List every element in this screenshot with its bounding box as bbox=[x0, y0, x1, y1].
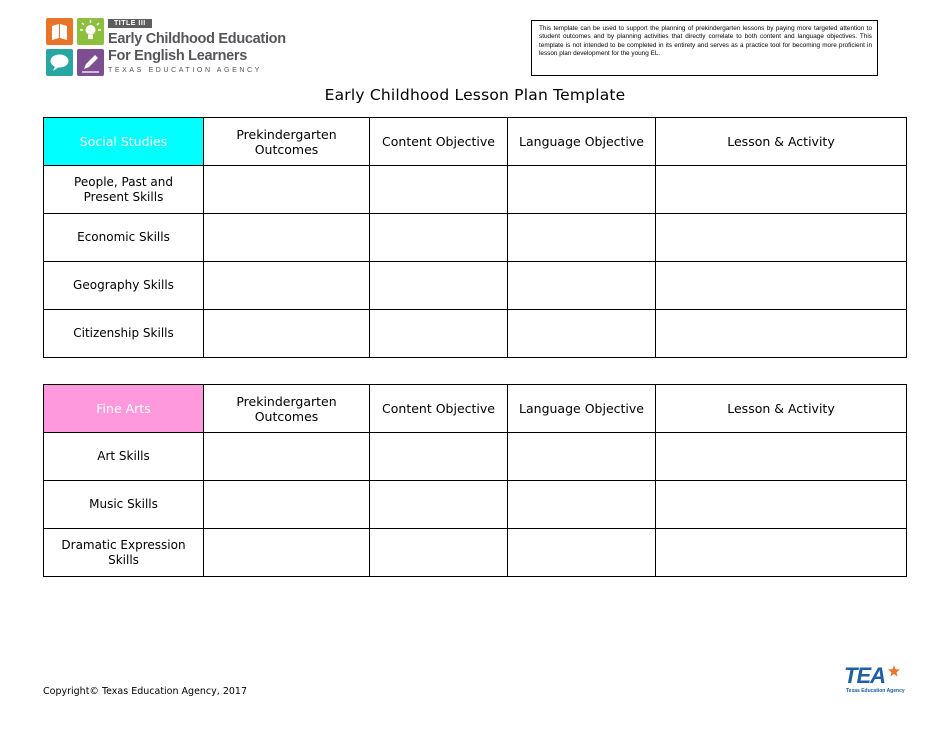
row-label: People, Past and Present Skills bbox=[44, 166, 204, 214]
tea-logo-subtitle: Texas Education Agency bbox=[846, 688, 905, 694]
entry-cell[interactable] bbox=[656, 529, 907, 577]
subject-header: Social Studies bbox=[44, 118, 204, 166]
entry-cell[interactable] bbox=[656, 481, 907, 529]
table-row bbox=[44, 481, 907, 529]
book-icon bbox=[46, 18, 73, 45]
table-row bbox=[44, 262, 907, 310]
entry-cell[interactable] bbox=[656, 310, 907, 358]
column-header: Prekindergarten Outcomes bbox=[204, 118, 370, 166]
entry-cell[interactable] bbox=[656, 166, 907, 214]
entry-cell[interactable] bbox=[370, 310, 508, 358]
table-header-row bbox=[44, 118, 907, 166]
template-note: This template can be used to support the planning of prekindergarten lessons by paying more targeted attention to student outcomes and by planning activities that directly correlate to both content and language objectives. This template is not intended to be completed in its entirety and serves as a practice tool for becoming more proficient in lesson plan development for the young EL. bbox=[531, 20, 878, 76]
row-label: Dramatic Expression Skills bbox=[44, 529, 204, 577]
tea-logo-wordmark: TEA bbox=[844, 663, 885, 688]
entry-cell[interactable] bbox=[508, 166, 656, 214]
column-header: Prekindergarten Outcomes bbox=[204, 385, 370, 433]
entry-cell[interactable] bbox=[508, 214, 656, 262]
tea-logo bbox=[844, 663, 905, 697]
column-header: Language Objective bbox=[508, 118, 656, 166]
table-row bbox=[44, 166, 907, 214]
column-header: Content Objective bbox=[370, 385, 508, 433]
ecee-logo bbox=[46, 18, 296, 78]
logo-line-2: For English Learners bbox=[108, 48, 248, 64]
table-header-row bbox=[44, 385, 907, 433]
entry-cell[interactable] bbox=[370, 214, 508, 262]
pencil-icon bbox=[77, 49, 104, 76]
page-title: Early Childhood Lesson Plan Template bbox=[324, 86, 626, 104]
entry-cell[interactable] bbox=[656, 433, 907, 481]
column-header: Content Objective bbox=[370, 118, 508, 166]
table-row bbox=[44, 529, 907, 577]
entry-cell[interactable] bbox=[204, 481, 370, 529]
entry-cell[interactable] bbox=[204, 529, 370, 577]
row-label: Geography Skills bbox=[44, 262, 204, 310]
title-iii-badge: TITLE III bbox=[108, 19, 152, 28]
entry-cell[interactable] bbox=[370, 529, 508, 577]
entry-cell[interactable] bbox=[656, 262, 907, 310]
entry-cell[interactable] bbox=[204, 166, 370, 214]
social-studies-table bbox=[43, 117, 907, 358]
entry-cell[interactable] bbox=[508, 310, 656, 358]
entry-cell[interactable] bbox=[204, 214, 370, 262]
entry-cell[interactable] bbox=[370, 481, 508, 529]
speech-bubble-icon bbox=[46, 49, 73, 76]
entry-cell[interactable] bbox=[370, 433, 508, 481]
entry-cell[interactable] bbox=[204, 310, 370, 358]
fine-arts-table bbox=[43, 384, 907, 577]
row-label: Economic Skills bbox=[44, 214, 204, 262]
column-header: Language Objective bbox=[508, 385, 656, 433]
entry-cell[interactable] bbox=[508, 262, 656, 310]
star-icon bbox=[888, 665, 900, 677]
column-header: Lesson & Activity bbox=[656, 385, 907, 433]
logo-line-3: TEXAS EDUCATION AGENCY bbox=[108, 67, 262, 74]
copyright-text: Copyright© Texas Education Agency, 2017 bbox=[43, 686, 247, 697]
subject-header: Fine Arts bbox=[44, 385, 204, 433]
row-label: Music Skills bbox=[44, 481, 204, 529]
logo-tiles bbox=[46, 18, 104, 76]
table-row bbox=[44, 214, 907, 262]
lightbulb-icon bbox=[77, 18, 104, 45]
entry-cell[interactable] bbox=[204, 433, 370, 481]
entry-cell[interactable] bbox=[656, 214, 907, 262]
entry-cell[interactable] bbox=[204, 262, 370, 310]
entry-cell[interactable] bbox=[370, 262, 508, 310]
row-label: Citizenship Skills bbox=[44, 310, 204, 358]
column-header: Lesson & Activity bbox=[656, 118, 907, 166]
row-label: Art Skills bbox=[44, 433, 204, 481]
table-row bbox=[44, 433, 907, 481]
entry-cell[interactable] bbox=[508, 481, 656, 529]
table-row bbox=[44, 310, 907, 358]
entry-cell[interactable] bbox=[508, 529, 656, 577]
entry-cell[interactable] bbox=[370, 166, 508, 214]
logo-line-1: Early Childhood Education bbox=[108, 31, 286, 47]
entry-cell[interactable] bbox=[508, 433, 656, 481]
